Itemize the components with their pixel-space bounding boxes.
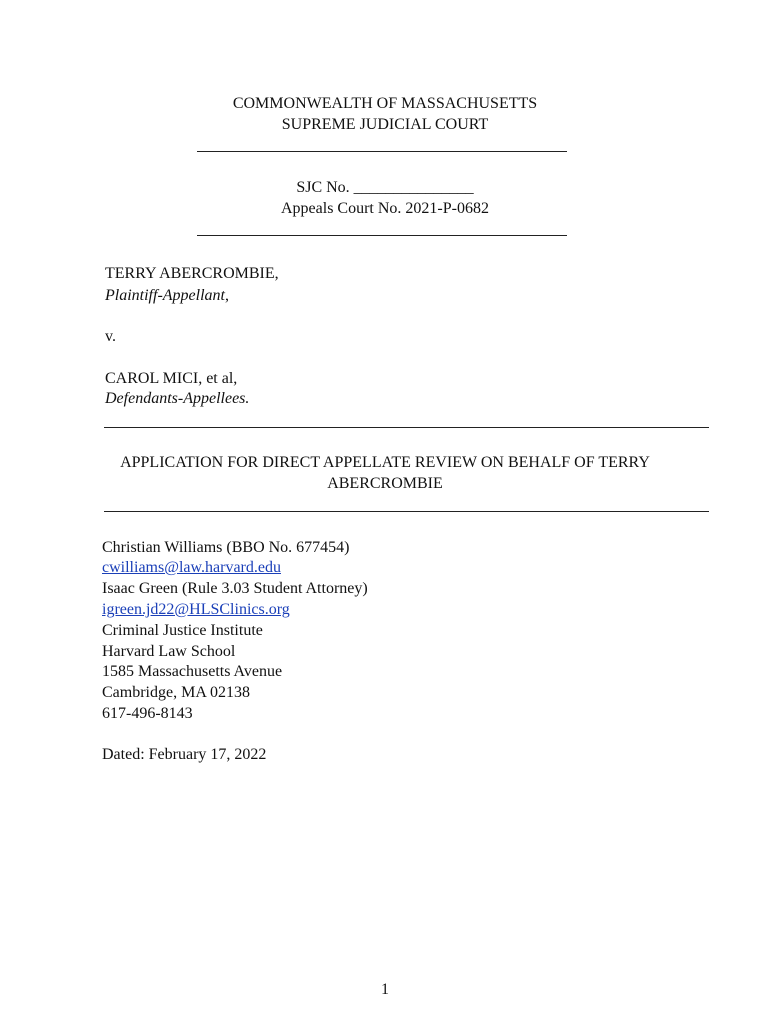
document-title-line1: APPLICATION FOR DIRECT APPELLATE REVIEW ON BEHALF OF TERRY <box>120 454 650 471</box>
defendant-name: CAROL MICI, et al, <box>105 370 238 387</box>
email-link-1[interactable]: cwilliams@law.harvard.edu <box>102 559 281 576</box>
plaintiff-role-label: Plaintiff-Appellant <box>105 287 225 304</box>
divider <box>197 235 567 236</box>
court-name: SUPREME JUDICIAL COURT <box>281 116 489 133</box>
defendant-role: Defendants-Appellees. <box>105 390 250 407</box>
organization: Criminal Justice Institute <box>102 622 263 639</box>
street-address: 1585 Massachusetts Avenue <box>102 663 283 680</box>
city-address: Cambridge, MA 02138 <box>102 684 250 701</box>
divider <box>104 427 709 428</box>
divider <box>197 151 567 152</box>
plaintiff-role-suffix: , <box>224 287 229 304</box>
page-number: 1 <box>381 981 389 998</box>
appeals-court-number: Appeals Court No. 2021-P-0682 <box>281 200 489 217</box>
attorney-1: Christian Williams (BBO No. 677454) <box>102 539 350 556</box>
document-title-line2: ABERCROMBIE <box>327 475 443 492</box>
phone-number: 617-496-8143 <box>102 705 193 722</box>
plaintiff-name: TERRY ABERCROMBIE, <box>105 265 279 282</box>
date-line: Dated: February 17, 2022 <box>102 746 267 763</box>
versus: v. <box>105 328 116 345</box>
divider <box>104 511 709 512</box>
court-jurisdiction: COMMONWEALTH OF MASSACHUSETTS <box>232 95 538 112</box>
email-link-2[interactable]: igreen.jd22@HLSClinics.org <box>102 601 290 618</box>
sjc-number: SJC No. _______________ <box>296 179 474 196</box>
school: Harvard Law School <box>102 643 236 660</box>
plaintiff-role <box>105 286 229 306</box>
attorney-2: Isaac Green (Rule 3.03 Student Attorney) <box>102 580 368 597</box>
